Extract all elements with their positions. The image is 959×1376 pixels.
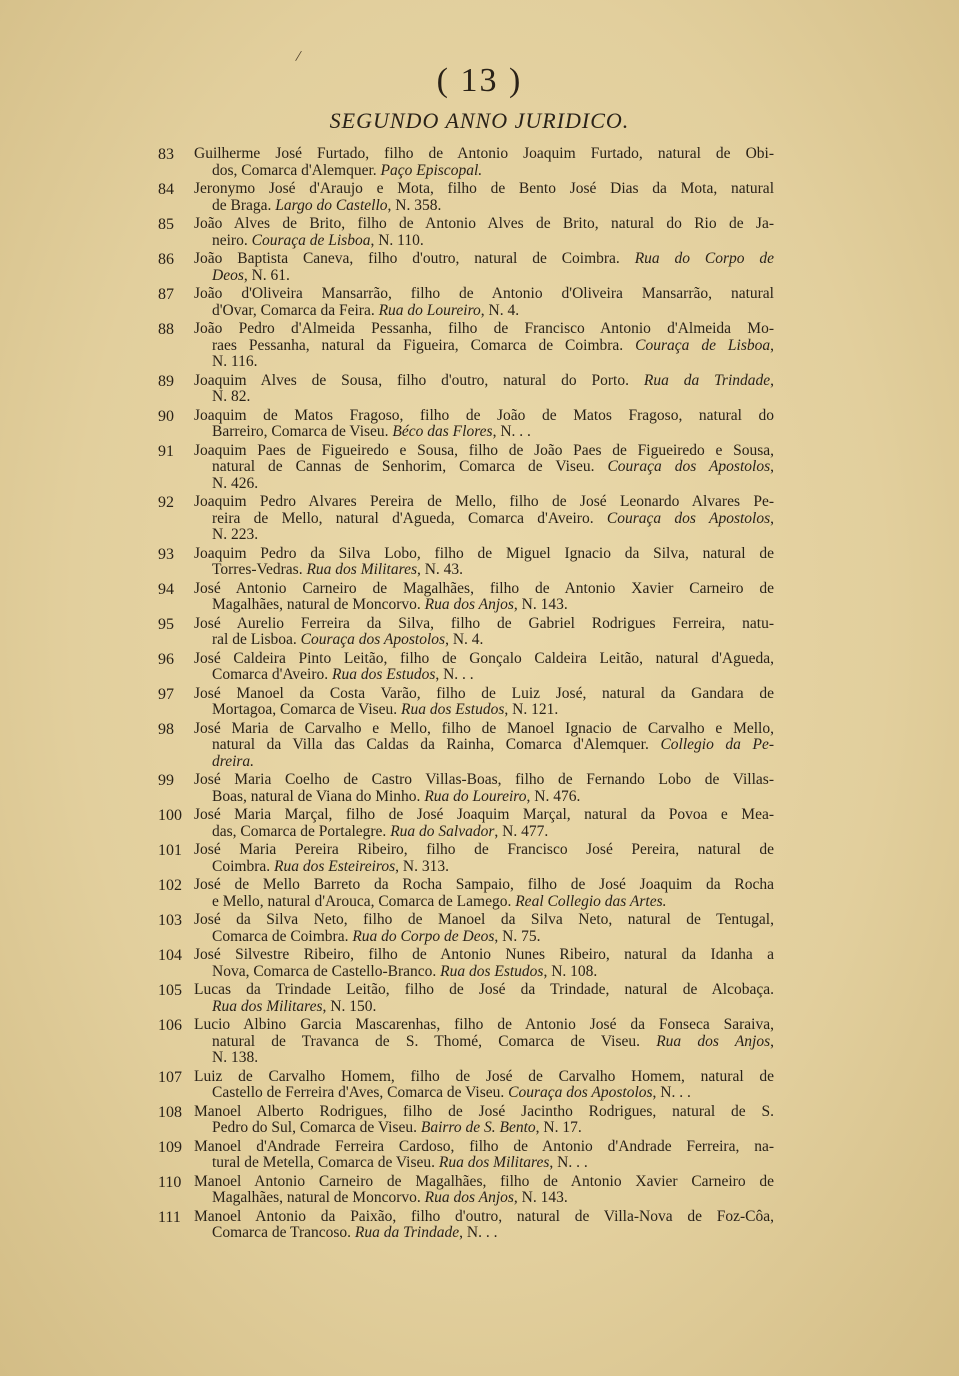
address-text: Couraça dos Apostolos xyxy=(607,458,771,475)
entry-text: N. 138. xyxy=(212,1049,259,1066)
entry-text: , xyxy=(770,458,774,475)
entry-line xyxy=(194,408,774,425)
entry-line xyxy=(194,268,774,285)
entry-number: 92 xyxy=(158,494,174,511)
entry-line xyxy=(194,842,774,859)
entry-line xyxy=(194,389,774,406)
entry-text: Manoel Antonio Carneiro de Magalhães, filho de Antonio Xavier Carneiro de xyxy=(194,1172,774,1190)
entry-text: Nova, Comarca de Castello-Branco. xyxy=(212,962,441,980)
entry-line xyxy=(194,562,774,579)
entry-text: raes Pessanha, natural da Figueira, Comarca de Coimbra. xyxy=(212,336,636,354)
entry-text: Magalhães, natural de Moncorvo. xyxy=(212,1189,425,1206)
entry-line xyxy=(194,1139,774,1156)
list-item xyxy=(158,1069,774,1102)
address-text: Real Collegio das Artes. xyxy=(515,892,667,910)
list-item xyxy=(158,616,774,649)
entry-text: , N. 4. xyxy=(445,631,484,648)
entry-text: , N. 358. xyxy=(387,196,442,214)
entry-text: Magalhães, natural de Moncorvo. xyxy=(212,596,425,613)
entry-line xyxy=(194,999,774,1016)
entry-line xyxy=(194,1050,774,1067)
entry-text: José de Mello Barreto da Rocha Sampaio, filho de José Joaquim da Rocha xyxy=(194,876,774,893)
entry-text: , N. 43. xyxy=(416,561,464,578)
entry-text: José Antonio Carneiro de Magalhães, filho de Antonio Xavier Carneiro de xyxy=(194,579,774,597)
entry-line xyxy=(194,146,774,163)
entry-text: Guilherme José Furtado, filho de Antonio Joaquim Furtado, natural de Obi- xyxy=(194,145,774,162)
entry-text: José Maria Marçal, filho de José Joaquim Marçal, natural da Povoa e Mea- xyxy=(194,806,774,823)
entry-number: 104 xyxy=(158,947,182,964)
list-item xyxy=(158,581,774,614)
entry-text: , N. 4. xyxy=(480,301,520,319)
list-item xyxy=(158,1209,774,1242)
list-item xyxy=(158,912,774,945)
address-text: Rua do Loureiro xyxy=(424,787,527,805)
entry-line xyxy=(194,476,774,493)
entry-text: Joaquim Paes de Figueiredo e Sousa, filho de João Paes de Figueiredo e Sousa, xyxy=(194,441,774,459)
entry-text: das, Comarca de Portalegre. xyxy=(212,822,391,840)
entry-line xyxy=(194,632,774,649)
entry-text: dos, Comarca d'Alemquer. xyxy=(212,161,381,179)
entry-text: , N. 61. xyxy=(243,266,290,284)
entry-text: ral de Lisboa. xyxy=(212,631,301,648)
entry-number: 98 xyxy=(158,720,174,738)
entry-line xyxy=(194,1190,774,1207)
entry-line xyxy=(194,1225,774,1242)
entry-line xyxy=(194,233,774,250)
entry-text: Comarca de Coimbra. xyxy=(212,927,353,945)
entry-text: , N. . . xyxy=(459,1224,498,1241)
entry-number: 102 xyxy=(158,877,182,894)
list-item xyxy=(158,251,774,284)
entry-text: N. 116. xyxy=(212,353,258,370)
address-text: Rua do Corpo de Deos xyxy=(352,927,495,945)
entry-line xyxy=(194,1085,774,1102)
address-text: Rua dos Anjos xyxy=(656,1032,771,1050)
entry-text: Luiz de Carvalho Homem, filho de José de Carvalho Homem, natural de xyxy=(194,1067,774,1085)
list-item xyxy=(158,181,774,214)
entry-line xyxy=(194,216,774,233)
entry-text: Lucas da Trindade Leitão, filho de José da Trindade, natural de Alcobaça. xyxy=(194,981,774,998)
list-item xyxy=(158,877,774,910)
entry-line xyxy=(194,1155,774,1172)
entry-number: 108 xyxy=(158,1103,182,1121)
entry-number: 94 xyxy=(158,580,174,598)
entry-line xyxy=(194,737,774,754)
entry-line xyxy=(194,459,774,476)
entry-line xyxy=(194,181,774,198)
list-item xyxy=(158,1174,774,1207)
entry-text: José Caldeira Pinto Leitão, filho de Gonçalo Caldeira Leitão, natural d'Agueda, xyxy=(194,649,774,667)
entry-text: Manoel Antonio da Paixão, filho d'outro, natural de Villa-Nova de Foz-Côa, xyxy=(194,1207,774,1225)
entry-line xyxy=(194,354,774,371)
entry-number: 97 xyxy=(158,685,174,703)
entry-number: 110 xyxy=(158,1173,182,1191)
entry-text: José Silvestre Ribeiro, filho de Antonio Nunes Ribeiro, natural da Idanha a xyxy=(194,946,774,963)
pencil-mark: / xyxy=(294,47,303,66)
list-item xyxy=(158,982,774,1015)
entry-text: , N. . . xyxy=(549,1154,588,1171)
entry-text: , N. 477. xyxy=(494,822,549,840)
entry-text: natural de Travanca de S. Thomé, Comarca de Viseu. xyxy=(212,1032,657,1050)
entry-text: João Alves de Brito, filho de Antonio Alves de Brito, natural do Rio de Ja- xyxy=(194,215,774,232)
address-text: Béco das Flores xyxy=(392,423,493,440)
entry-text: José Manoel da Costa Varão, filho de Luiz José, natural da Gandara de xyxy=(194,684,774,702)
entry-number: 100 xyxy=(158,807,182,824)
entry-text: José da Silva Neto, filho de Manoel da Silva Neto, natural de Tentugal, xyxy=(194,911,774,928)
entry-text: João Baptista Caneva, filho d'outro, natural de Coimbra. xyxy=(194,250,635,267)
list-item xyxy=(158,216,774,249)
entry-number: 105 xyxy=(158,982,182,999)
entry-line xyxy=(194,581,774,598)
entry-line xyxy=(194,894,774,911)
entry-list xyxy=(158,146,774,1244)
entry-line xyxy=(194,424,774,441)
entry-line xyxy=(194,1104,774,1121)
entry-line xyxy=(194,1174,774,1191)
entry-text: Comarca de Trancoso. xyxy=(212,1224,355,1241)
list-item xyxy=(158,947,774,980)
address-text: Rua dos Anjos xyxy=(424,1189,514,1206)
entry-text: , N. 108. xyxy=(543,962,598,980)
entry-line xyxy=(194,527,774,544)
list-item xyxy=(158,842,774,875)
entry-number: 91 xyxy=(158,442,174,460)
address-text: Couraça dos Apostolos xyxy=(300,631,446,648)
address-text: Collegio da Pe- xyxy=(660,736,774,753)
entry-text: Boas, natural de Viana do Minho. xyxy=(212,787,425,805)
page-number: ( 13 ) xyxy=(436,62,523,99)
entry-text: , xyxy=(770,336,774,354)
address-text: Couraça de Lisboa xyxy=(635,336,771,354)
address-text: Rua dos Militares xyxy=(306,561,417,578)
entry-number: 83 xyxy=(158,146,174,163)
entry-line xyxy=(194,494,774,511)
address-text: Rua dos Anjos xyxy=(424,596,514,613)
address-text: Rua da Trindade xyxy=(643,371,771,389)
entry-text: Joaquim Pedro Alvares Pereira de Mello, filho de José Leonardo Alvares Pe- xyxy=(194,493,774,510)
entry-text: , xyxy=(770,1032,774,1050)
entry-line xyxy=(194,443,774,460)
entry-text: Joaquim Alves de Sousa, filho d'outro, natural do Porto. xyxy=(194,371,644,389)
address-text: Bairro de S. Bento xyxy=(420,1119,536,1136)
entry-text: tural de Metella, Comarca de Viseu. xyxy=(212,1154,439,1171)
entry-text: , xyxy=(770,509,774,527)
list-item xyxy=(158,772,774,805)
entry-number: 107 xyxy=(158,1068,182,1086)
address-text: Couraça de Lisboa xyxy=(251,231,371,249)
entry-line xyxy=(194,982,774,999)
address-text: Rua do Salvador xyxy=(390,822,495,840)
entry-text: , N. 121. xyxy=(504,701,559,718)
address-text: Rua dos Militares xyxy=(212,997,323,1015)
list-item xyxy=(158,1017,774,1067)
entry-text: Joaquim de Matos Fragoso, filho de João de Matos Fragoso, natural do xyxy=(194,406,774,424)
address-text: Couraça dos Apostolos xyxy=(606,509,771,527)
entry-text: , N. 150. xyxy=(322,997,377,1015)
entry-line xyxy=(194,321,774,338)
entry-line xyxy=(194,1120,774,1137)
entry-number: 90 xyxy=(158,407,174,425)
list-item xyxy=(158,1104,774,1137)
entry-line xyxy=(194,1209,774,1226)
entry-line xyxy=(194,1017,774,1034)
entry-text: neiro. xyxy=(212,231,252,249)
address-text: Deos xyxy=(212,266,244,284)
entry-line xyxy=(194,616,774,633)
entry-text: , N. 110. xyxy=(370,231,424,249)
list-item xyxy=(158,686,774,719)
entry-line xyxy=(194,877,774,894)
entry-text: Torres-Vedras. xyxy=(212,561,307,578)
entry-number: 103 xyxy=(158,912,182,929)
entry-line xyxy=(194,929,774,946)
entry-text: natural da Villa das Caldas da Rainha, Comarca d'Alemquer. xyxy=(212,736,661,753)
entry-line xyxy=(194,789,774,806)
entry-number: 106 xyxy=(158,1017,182,1034)
entry-number: 89 xyxy=(158,372,174,390)
entry-text: Coimbra. xyxy=(212,857,274,875)
entry-number: 96 xyxy=(158,650,174,668)
address-text: Rua dos Militares xyxy=(438,1154,550,1171)
entry-line xyxy=(194,511,774,528)
entry-text: Comarca d'Aveiro. xyxy=(212,666,333,683)
address-text: Rua dos Estudos xyxy=(440,962,544,980)
entry-line xyxy=(194,667,774,684)
list-item xyxy=(158,546,774,579)
entry-text: , N. 143. xyxy=(513,1189,568,1206)
entry-text: Joaquim Pedro da Silva Lobo, filho de Miguel Ignacio da Silva, natural de xyxy=(194,544,774,562)
entry-line xyxy=(194,303,774,320)
address-text: Couraça dos Apostolos xyxy=(508,1084,653,1101)
entry-line xyxy=(194,163,774,180)
entry-text: N. 82. xyxy=(212,388,251,405)
entry-number: 95 xyxy=(158,615,174,633)
entry-line xyxy=(194,964,774,981)
entry-text: , N. 476. xyxy=(526,787,581,805)
entry-text: Pedro do Sul, Comarca de Viseu. xyxy=(212,1119,421,1136)
entry-number: 111 xyxy=(158,1208,181,1226)
entry-text: , N. 17. xyxy=(535,1119,582,1136)
entry-text: N. 223. xyxy=(212,526,259,543)
entry-number: 93 xyxy=(158,545,174,563)
list-item xyxy=(158,721,774,771)
entry-line xyxy=(194,947,774,964)
list-item xyxy=(158,494,774,544)
entry-line xyxy=(194,912,774,929)
list-item xyxy=(158,408,774,441)
entry-line xyxy=(194,807,774,824)
entry-text: de Braga. xyxy=(212,196,276,214)
entry-line xyxy=(194,1069,774,1086)
address-text: Largo do Castello xyxy=(275,196,388,214)
address-text: dreira. xyxy=(212,752,255,770)
entry-text: Barreiro, Comarca de Viseu. xyxy=(212,423,393,440)
list-item xyxy=(158,286,774,319)
address-text: Rua dos Estudos xyxy=(332,666,436,683)
entry-text: d'Ovar, Comarca da Feira. xyxy=(212,301,379,319)
address-text: Rua dos Esteireiros xyxy=(274,857,396,875)
entry-text: José Maria de Carvalho e Mello, filho de Manoel Ignacio de Carvalho e Mello, xyxy=(194,719,774,737)
entry-line xyxy=(194,546,774,563)
entry-number: 85 xyxy=(158,216,174,233)
entry-line xyxy=(194,721,774,738)
entry-number: 101 xyxy=(158,842,182,859)
list-item xyxy=(158,807,774,840)
entry-text: e Mello, natural d'Arouca, Comarca de Lamego. xyxy=(212,892,516,910)
list-item xyxy=(158,443,774,493)
address-text: Rua da Trindade xyxy=(354,1224,460,1241)
page-heading: SEGUNDO ANNO JURIDICO. xyxy=(329,108,630,133)
entry-line xyxy=(194,1034,774,1051)
entry-number: 88 xyxy=(158,321,174,338)
entry-text: José Maria Pereira Ribeiro, filho de Francisco José Pereira, natural de xyxy=(194,841,774,858)
entry-line xyxy=(194,702,774,719)
list-item xyxy=(158,321,774,371)
entry-text: José Aurelio Ferreira da Silva, filho de Gabriel Rodrigues Ferreira, natu- xyxy=(194,614,774,632)
entry-text: Mortagoa, Comarca de Viseu. xyxy=(212,701,402,718)
entry-line xyxy=(194,651,774,668)
entry-text: , N. . . xyxy=(492,423,531,440)
list-item xyxy=(158,651,774,684)
entry-line xyxy=(194,286,774,303)
entry-line xyxy=(194,338,774,355)
entry-line xyxy=(194,859,774,876)
entry-text: , N. 75. xyxy=(494,927,541,945)
address-text: Paço Episcopal. xyxy=(380,161,483,179)
entry-line xyxy=(194,772,774,789)
entry-line xyxy=(194,686,774,703)
entry-text: , N. . . xyxy=(652,1084,691,1101)
entry-number: 109 xyxy=(158,1138,182,1156)
entry-text: , N. 313. xyxy=(395,857,449,875)
entry-text: José Maria Coelho de Castro Villas-Boas, filho de Fernando Lobo de Villas- xyxy=(194,771,774,788)
entry-text: reira de Mello, natural d'Agueda, Comarca d'Aveiro. xyxy=(212,509,607,527)
address-text: Rua do Loureiro xyxy=(378,301,481,319)
entry-text: Manoel d'Andrade Ferreira Cardoso, filho de Antonio d'Andrade Ferreira, na- xyxy=(194,1137,774,1155)
entry-line xyxy=(194,198,774,215)
entry-text: Castello de Ferreira d'Aves, Comarca de Viseu. xyxy=(212,1084,509,1101)
entry-number: 86 xyxy=(158,251,174,268)
entry-text: natural de Cannas de Senhorim, Comarca de Viseu. xyxy=(212,458,608,475)
entry-line xyxy=(194,597,774,614)
entry-line xyxy=(194,251,774,268)
entry-number: 87 xyxy=(158,286,174,303)
entry-text: João Pedro d'Almeida Pessanha, filho de Francisco Antonio d'Almeida Mo- xyxy=(194,320,774,337)
entry-text: , xyxy=(770,371,774,389)
entry-text: João d'Oliveira Mansarrão, filho de Antonio d'Oliveira Mansarrão, natural xyxy=(194,285,774,302)
entry-text: N. 426. xyxy=(212,474,259,492)
list-item xyxy=(158,1139,774,1172)
list-item xyxy=(158,373,774,406)
entry-text: Manoel Alberto Rodrigues, filho de José Jacintho Rodrigues, natural de S. xyxy=(194,1102,774,1120)
address-text: Rua dos Estudos xyxy=(401,701,505,718)
list-item xyxy=(158,146,774,179)
entry-text: , N. 143. xyxy=(513,596,568,613)
entry-text: Jeronymo José d'Araujo e Mota, filho de Bento José Dias da Mota, natural xyxy=(194,180,774,197)
entry-text: , N. . . xyxy=(435,666,474,683)
entry-line xyxy=(194,373,774,390)
entry-line xyxy=(194,824,774,841)
address-text: Rua do Corpo de xyxy=(634,250,775,267)
entry-number: 84 xyxy=(158,181,174,198)
entry-text: Lucio Albino Garcia Mascarenhas, filho de Antonio José da Fonseca Saraiva, xyxy=(194,1016,774,1033)
entry-line xyxy=(194,754,774,771)
entry-number: 99 xyxy=(158,772,174,789)
